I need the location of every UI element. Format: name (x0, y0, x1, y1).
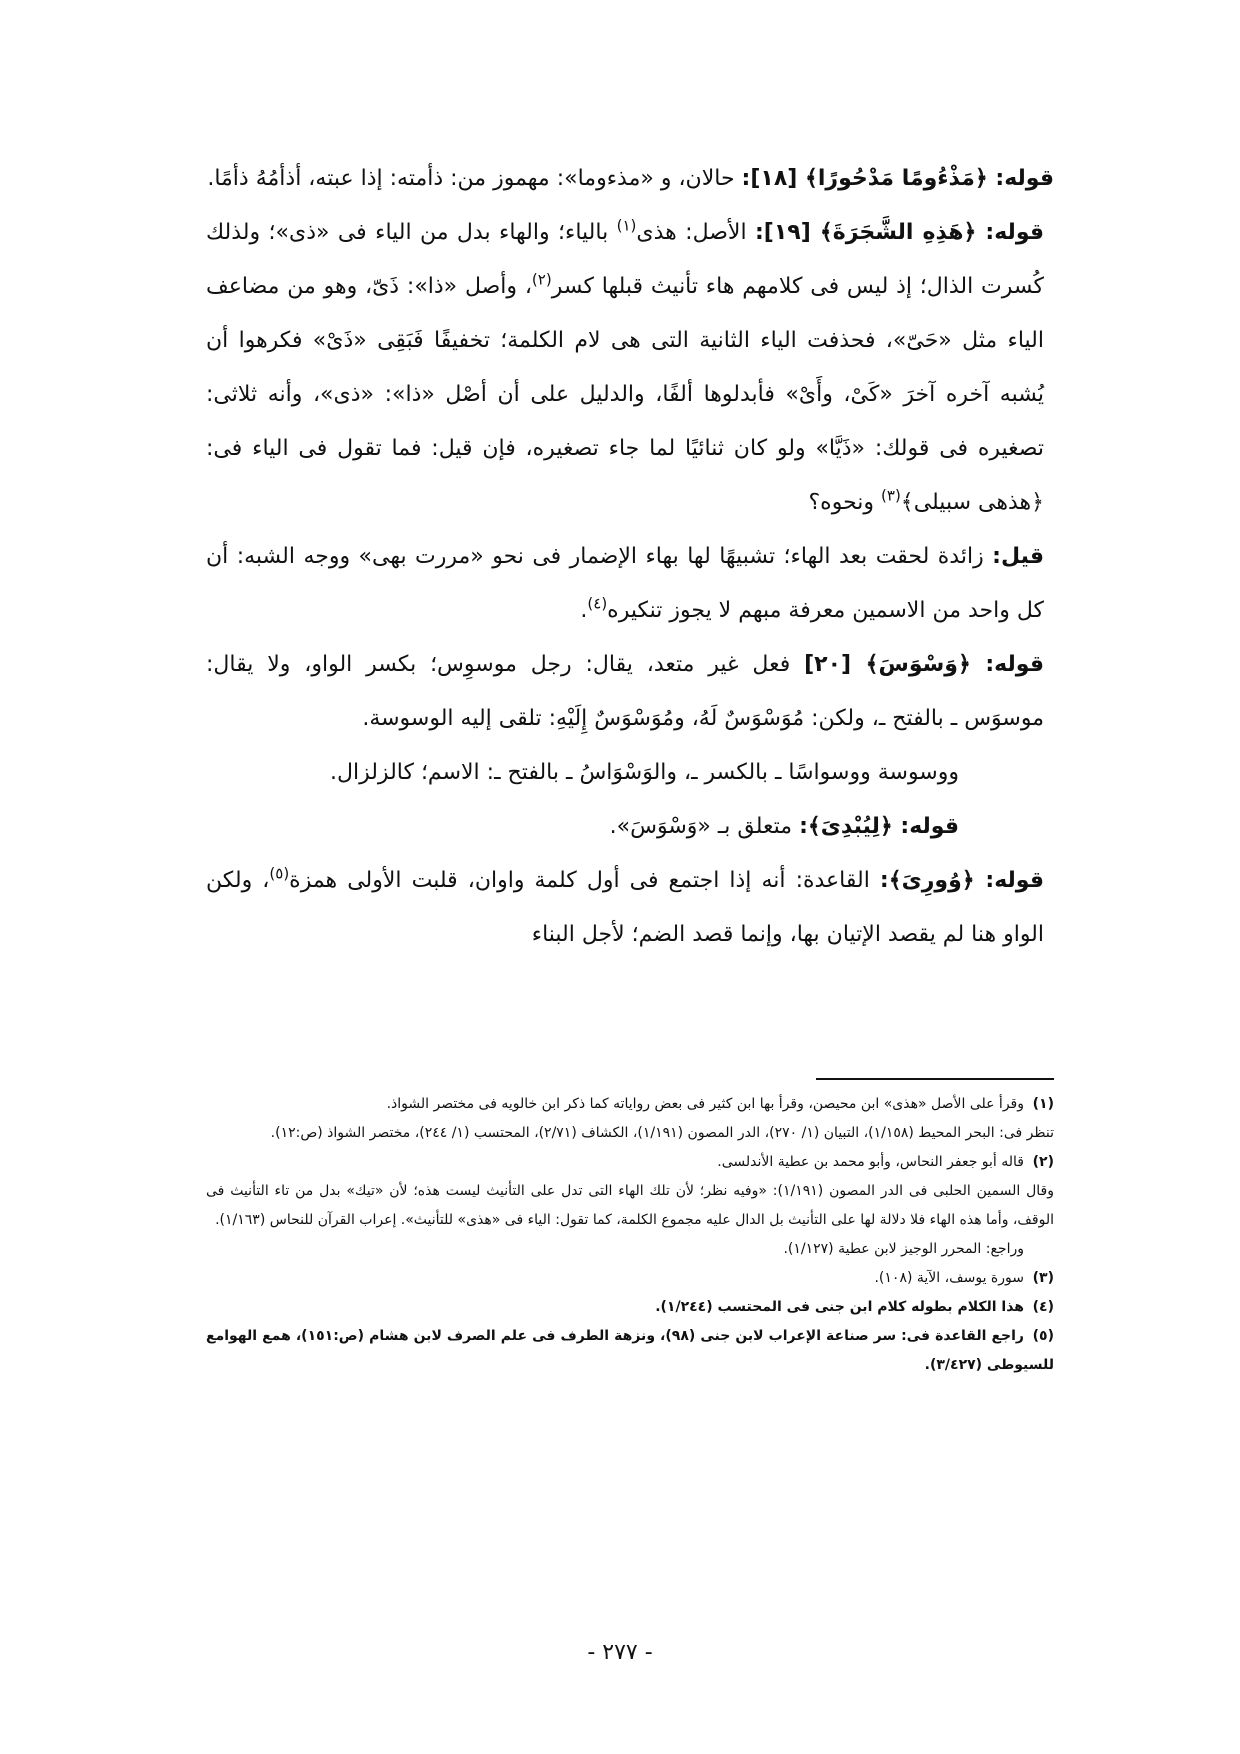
footnote-number: (٣) (1032, 1270, 1054, 1286)
footnote (206, 1322, 1054, 1380)
paragraph (206, 152, 1054, 206)
footnote-text: تنظر فى: البحر المحيط (١/١٥٨)، التبيان (١/ ٢٧٠)، الدر المصون (١/١٩١)، الكشاف (٢/٧١)، المحتسب (١/ ٢٤٤)، مختصر الشواذ (ص:١٢). (270, 1125, 1054, 1141)
footnote-text: وقال السمين الحلبى فى الدر المصون (١/١٩١): «وفيه نظر؛ لأن تلك الهاء التى تدل على التأنيث ليست هذه؛ لأن «تيك» بدل من تاء التأنيث فى الوقف، وأما هذه الهاء فلا دلالة لها على التأنيث بل الدال عليه مجموع الكلمة، كما تقول: الياء فى «هذى» للتأنيث». إعراب القرآن للنحاس (١/١٦٣). (206, 1183, 1054, 1228)
paragraph (206, 530, 1054, 638)
footnote-text: راجع القاعدة فى: سر صناعة الإعراب لابن جنى (٩٨)، ونزهة الطرف فى علم الصرف لابن هشام (ص:١٥١)، همع الهوامع للسيوطى (٣/٤٢٧). (206, 1328, 1054, 1373)
footnote (206, 1293, 1054, 1322)
paragraph-text: فعل غير متعد، يقال: رجل موسوِس؛ بكسر الواو، ولا يقال: موسوَس ـ بالفتح ـ، ولكن: مُوَسْوَسٌ لَهُ، ومُوَسْوَسٌ إِلَيْهِ: تلقى إليه الوسوسة. (206, 652, 1044, 731)
paragraph-text: . (580, 598, 588, 623)
main-text (206, 152, 1054, 962)
footnote (206, 1264, 1054, 1293)
paragraph-text: ، وأصل «ذا»: ذَىّ، وهو من مضاعف الياء مثل «حَىّ»، فحذفت الياء الثانية التى هى لام الكلمة؛ تخفيفًا فَبَقِى «ذَىْ» فكرهوا أن يُشبه آخره آخرَ «كَىْ، وأَىْ» فأبدلوها ألفًا، والدليل على أن أصْل «ذا»: «ذى»، وأنه ثلاثى: تصغيره فى قولك: «ذَيَّا» ولو كان ثنائيًا لما جاء تصغيره، فإن قيل: فما تقول فى الياء فى: ﴿هذهى سبيلى﴾ (206, 274, 1044, 515)
footnote-text: هذا الكلام بطوله كلام ابن جنى فى المحتسب (١/٢٤٤). (655, 1299, 1024, 1315)
footnote-number: (٤) (1032, 1299, 1054, 1315)
footnote-number: (٢) (1032, 1154, 1054, 1170)
paragraph-text: القاعدة: أنه إذا اجتمع فى أول كلمة واوان، قلبت الأولى همزة (289, 868, 880, 893)
paragraph (206, 800, 1054, 854)
footnote-ref: (٤) (587, 594, 608, 613)
footnote-ref: (٣) (881, 486, 901, 505)
paragraph (206, 206, 1054, 530)
footnote-continuation (206, 1235, 1054, 1264)
paragraph-text: الأصل: هذى (636, 220, 755, 245)
footnote-text: وراجع: المحرر الوجيز لابن عطية (١/١٢٧). (783, 1241, 1024, 1257)
footnote-number: (١) (1032, 1096, 1054, 1112)
footnote-number: (٥) (1032, 1328, 1054, 1344)
paragraph-text: ووسوسة ووسواسًا ـ بالكسر ـ، والوَسْوَاسُ ـ بالفتح ـ: الاسم؛ كالزلزال. (330, 760, 959, 785)
footnote-continuation (206, 1177, 1054, 1235)
footnote (206, 1148, 1054, 1177)
paragraph-text: ونحوه؟ (808, 490, 882, 515)
footnote-text: قاله أبو جعفر النحاس، وأبو محمد بن عطية الأندلسى. (717, 1154, 1024, 1170)
footnotes (206, 1090, 1054, 1380)
paragraph-lead: قوله: ﴿وُورِىَ﴾: (879, 868, 1044, 893)
footnote-divider (816, 1078, 1054, 1080)
paragraph-text: حالان، و «مذءوما»: مهموز من: ذأمته: إذا عبته، أذأمُهُ ذأمًا. (207, 166, 742, 191)
paragraph (206, 854, 1054, 962)
paragraph-lead: قوله: ﴿وَسْوَسَ﴾ [٢٠] (804, 652, 1044, 677)
footnote-continuation (206, 1119, 1054, 1148)
paragraph-lead: قوله: ﴿هَذِهِ الشَّجَرَةَ﴾ [١٩]: (755, 220, 1045, 245)
footnote-text: سورة يوسف، الآية (١٠٨). (874, 1270, 1024, 1286)
footnote-ref: (١) (616, 216, 637, 235)
paragraph-text: زائدة لحقت بعد الهاء؛ تشبيهًا لها بهاء الإضمار فى نحو «مررت بهى» ووجه الشبه: أن كل واحد من الاسمين معرفة مبهم لا يجوز تنكيره (206, 544, 1044, 623)
footnote-ref: (٢) (531, 270, 552, 289)
footnote (206, 1090, 1054, 1119)
paragraph-text: ، ولكن الواو هنا لم يقصد الإتيان بها، وإنما قصد الضم؛ لأجل البناء (206, 868, 1044, 947)
footnote-ref: (٥) (269, 864, 290, 883)
paragraph-text: متعلق بـ «وَسْوَسَ». (609, 814, 800, 839)
paragraph-lead: قوله: ﴿مَذْءُومًا مَدْحُورًا﴾ [١٨]: (741, 166, 1054, 191)
paragraph-lead: قوله: ﴿لِيُبْدِىَ﴾: (799, 814, 959, 839)
footnote-text: وقرأ على الأصل «هذى» ابن محيصن، وقرأ بها ابن كثير فى بعض رواياته كما ذكر ابن خالويه فى مختصر الشواذ. (386, 1096, 1024, 1112)
paragraph (206, 638, 1054, 746)
page-number: - ٢٧٧ - (587, 1640, 653, 1665)
paragraph-text: بالياء؛ والهاء بدل من الياء فى «ذى»؛ ولذلك كُسرت الذال؛ إذ ليس فى كلامهم هاء تأنيث قبلها كسر (206, 220, 1044, 299)
paragraph (206, 746, 1054, 800)
paragraph-lead: قيل: (992, 544, 1044, 569)
